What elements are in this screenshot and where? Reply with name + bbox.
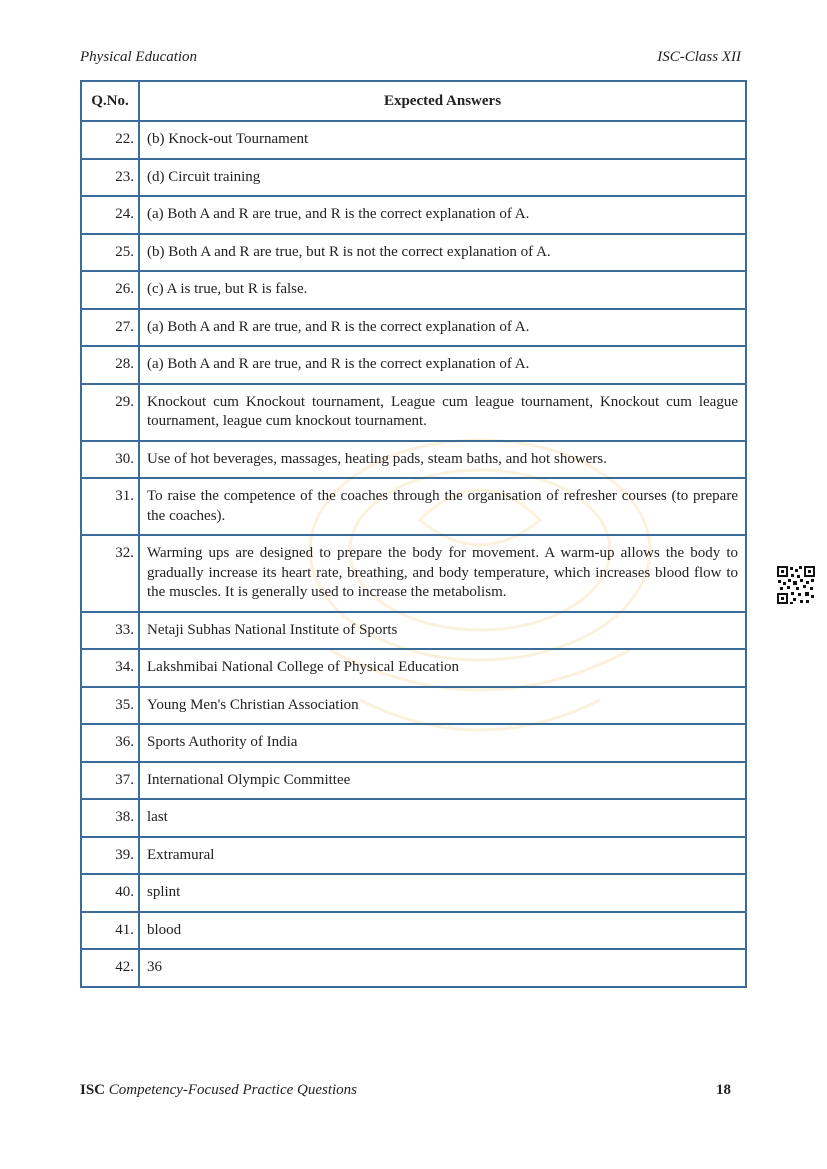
- table-row: [81, 874, 746, 912]
- answer-text: (d) Circuit training: [139, 159, 746, 197]
- answer-text: International Olympic Committee: [139, 762, 746, 800]
- answer-text: Use of hot beverages, massages, heating pads, steam baths, and hot showers.: [139, 441, 746, 479]
- table-row: [81, 649, 746, 687]
- table-row: [81, 724, 746, 762]
- answer-text: splint: [139, 874, 746, 912]
- qr-code-icon[interactable]: [776, 565, 816, 605]
- question-number: 25.: [81, 234, 139, 272]
- table-row: [81, 949, 746, 987]
- question-number: 39.: [81, 837, 139, 875]
- table-row: [81, 762, 746, 800]
- table-row: [81, 346, 746, 384]
- answer-text: (a) Both A and R are true, and R is the correct explanation of A.: [139, 346, 746, 384]
- table-header-row: [81, 81, 746, 121]
- answers-table: [80, 80, 747, 988]
- answer-text: 36: [139, 949, 746, 987]
- question-number: 28.: [81, 346, 139, 384]
- answer-text: Sports Authority of India: [139, 724, 746, 762]
- answer-text: (a) Both A and R are true, and R is the correct explanation of A.: [139, 196, 746, 234]
- question-number: 27.: [81, 309, 139, 347]
- question-number: 33.: [81, 612, 139, 650]
- answer-text: Knockout cum Knockout tournament, League cum league tournament, Knockout cum league tournament, league cum knockout tournament.: [139, 384, 746, 441]
- footer-brand: ISC: [80, 1082, 106, 1098]
- answer-text: (c) A is true, but R is false.: [139, 271, 746, 309]
- question-number: 26.: [81, 271, 139, 309]
- answer-text: (b) Both A and R are true, but R is not the correct explanation of A.: [139, 234, 746, 272]
- answer-text: Lakshmibai National College of Physical Education: [139, 649, 746, 687]
- table-row: [81, 196, 746, 234]
- answer-text: To raise the competence of the coaches through the organisation of refresher courses (to prepare the coaches).: [139, 478, 746, 535]
- answer-text: Netaji Subhas National Institute of Sports: [139, 612, 746, 650]
- question-number: 34.: [81, 649, 139, 687]
- question-number: 24.: [81, 196, 139, 234]
- footer-subtitle: Competency-Focused Practice Questions: [108, 1082, 358, 1098]
- column-header-answers: Expected Answers: [139, 81, 746, 121]
- answer-text: Young Men's Christian Association: [139, 687, 746, 725]
- answer-text: blood: [139, 912, 746, 950]
- question-number: 38.: [81, 799, 139, 837]
- table-row: [81, 441, 746, 479]
- answer-text: (a) Both A and R are true, and R is the correct explanation of A.: [139, 309, 746, 347]
- header-subject: Physical Education: [80, 49, 198, 65]
- table-row: [81, 478, 746, 535]
- question-number: 32.: [81, 535, 139, 612]
- table-row: [81, 799, 746, 837]
- answer-text: Extramural: [139, 837, 746, 875]
- table-row: [81, 121, 746, 159]
- column-header-qno: Q.No.: [81, 81, 139, 121]
- table-row: [81, 612, 746, 650]
- footer-title: [80, 1082, 357, 1099]
- question-number: 37.: [81, 762, 139, 800]
- answer-text: last: [139, 799, 746, 837]
- page-number: 18: [716, 1082, 731, 1098]
- table-row: [81, 912, 746, 950]
- table-row: [81, 159, 746, 197]
- question-number: 22.: [81, 121, 139, 159]
- question-number: 31.: [81, 478, 139, 535]
- question-number: 40.: [81, 874, 139, 912]
- table-row: [81, 535, 746, 612]
- answer-text: Warming ups are designed to prepare the body for movement. A warm-up allows the body to gradually increase its heart rate, breathing, and body temperature, which increases blood flow to the muscles. It is generally used to increase the metabolism.: [139, 535, 746, 612]
- question-number: 35.: [81, 687, 139, 725]
- question-number: 42.: [81, 949, 139, 987]
- table-row: [81, 309, 746, 347]
- table-row: [81, 384, 746, 441]
- answer-text: (b) Knock-out Tournament: [139, 121, 746, 159]
- question-number: 36.: [81, 724, 139, 762]
- question-number: 30.: [81, 441, 139, 479]
- header-class: ISC-Class XII: [657, 49, 741, 65]
- table-row: [81, 234, 746, 272]
- question-number: 41.: [81, 912, 139, 950]
- table-row: [81, 271, 746, 309]
- table-row: [81, 687, 746, 725]
- table-row: [81, 837, 746, 875]
- question-number: 23.: [81, 159, 139, 197]
- question-number: 29.: [81, 384, 139, 441]
